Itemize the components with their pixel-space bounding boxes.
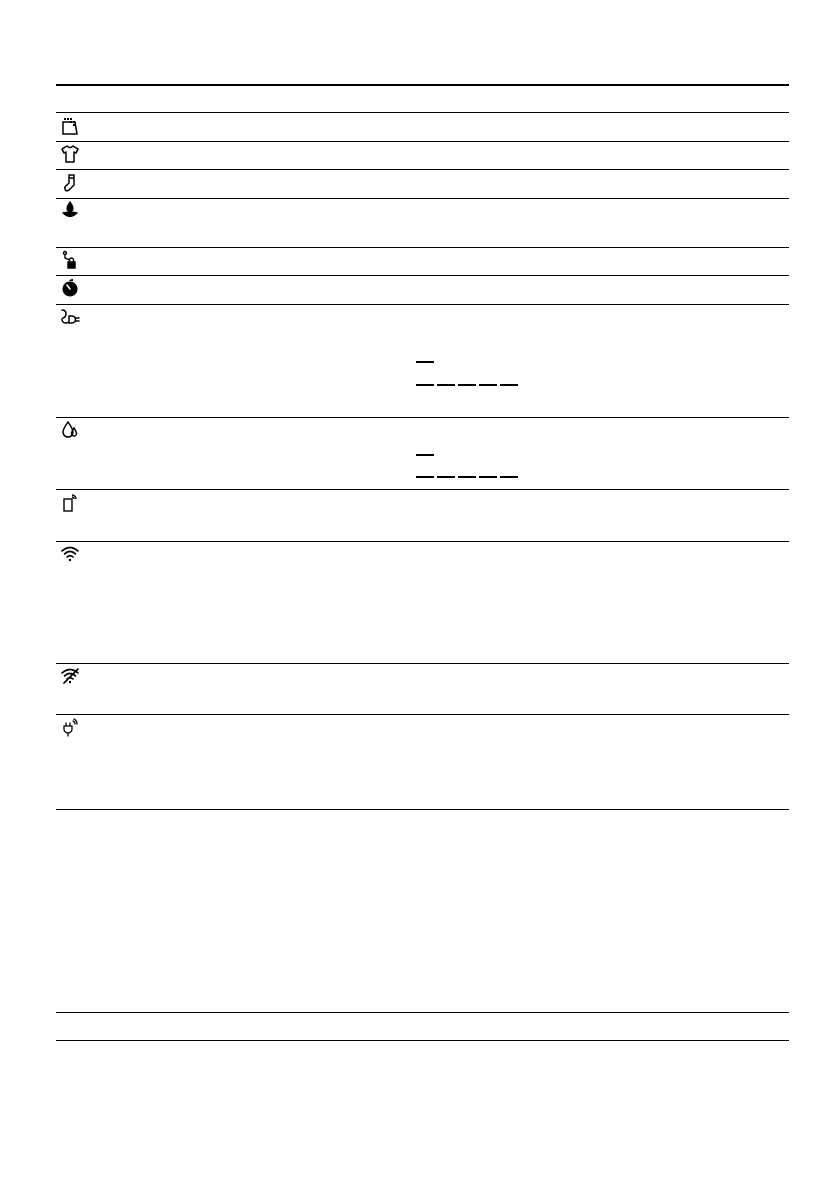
row-rule <box>56 247 789 248</box>
header-rule <box>56 112 789 113</box>
row-rule <box>56 809 789 810</box>
smart-plug-icon <box>60 718 80 738</box>
water-drop-icon <box>60 420 80 440</box>
dash-symbol <box>500 384 518 386</box>
dash-symbol <box>458 384 476 386</box>
dash-symbol <box>437 384 455 386</box>
dash-symbol <box>500 476 518 478</box>
dash-symbol <box>416 361 434 363</box>
dash-symbol <box>416 384 434 386</box>
detergent-drop-icon <box>60 201 80 221</box>
dash-symbol <box>416 454 434 456</box>
power-plug-icon <box>60 307 80 327</box>
dash-symbol <box>479 476 497 478</box>
row-rule <box>56 275 789 276</box>
row-rule <box>56 541 789 542</box>
row-rule <box>56 198 789 199</box>
row-rule <box>56 141 789 142</box>
row-rule <box>56 417 789 418</box>
dash-symbol <box>479 384 497 386</box>
child-lock-icon <box>60 250 80 270</box>
quick-wash-icon <box>60 278 80 298</box>
wifi-off-icon <box>60 666 80 686</box>
row-rule <box>56 714 789 715</box>
row-rule <box>56 663 789 664</box>
row-rule <box>56 1012 789 1013</box>
mixed-load-icon <box>60 116 80 136</box>
table-bottom-rule <box>56 1040 789 1041</box>
wifi-icon <box>60 544 80 564</box>
dash-symbol <box>416 476 434 478</box>
shirt-icon <box>60 144 80 164</box>
sock-icon <box>60 173 80 193</box>
row-rule <box>56 489 789 490</box>
row-rule <box>56 169 789 170</box>
table-top-rule <box>56 84 789 86</box>
dash-symbol <box>458 476 476 478</box>
dash-symbol <box>437 476 455 478</box>
remote-start-icon <box>60 493 80 513</box>
row-rule <box>56 304 789 305</box>
